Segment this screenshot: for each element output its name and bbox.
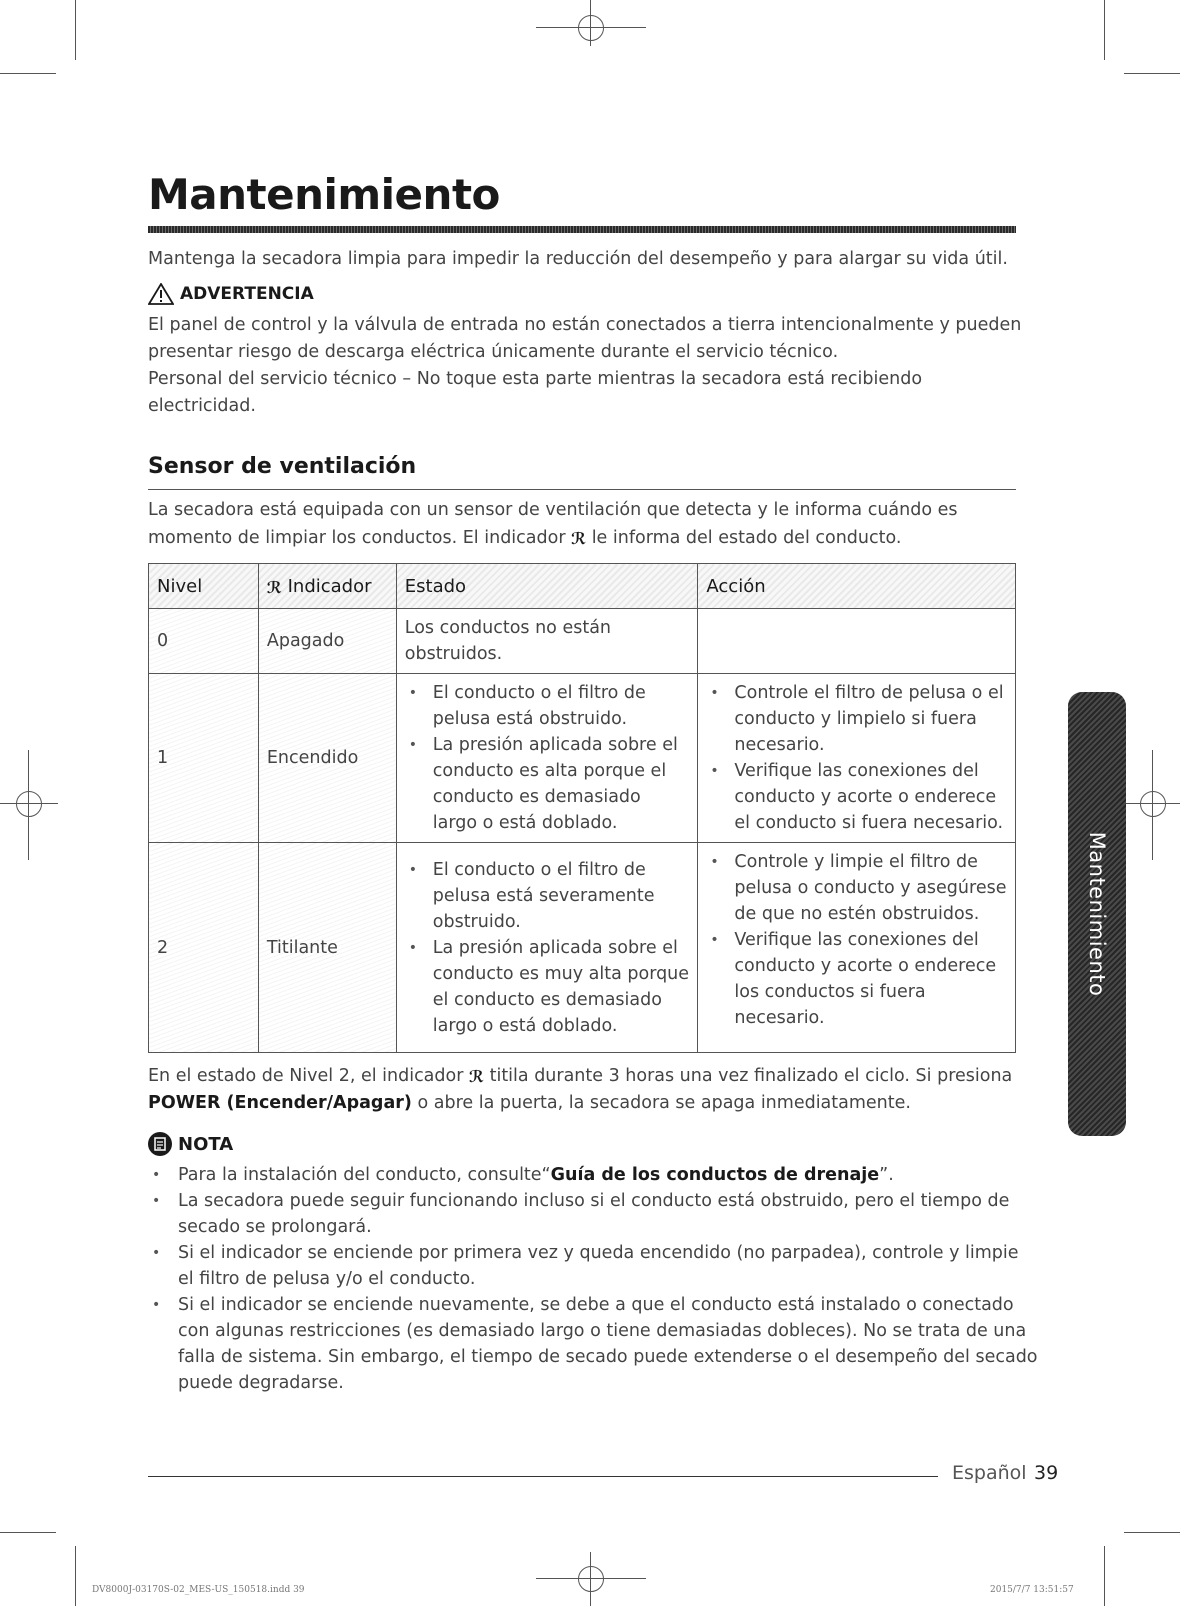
status-cell: [396, 674, 698, 843]
intro-text: Mantenga la secadora limpia para impedir la reducción del desempeño y para alargar su vida útil.: [148, 249, 1008, 269]
status-cell: Los conductos no están obstruidos.: [396, 609, 698, 674]
print-slug-date: 2015/7/7 13:51:57: [990, 1585, 1074, 1595]
vent-status-table: [148, 563, 1016, 1053]
list-item: • Verifique las conexiones del conducto y acorte o enderece el conducto si fuera necesario.: [734, 758, 1009, 836]
page-number: 39: [1034, 1462, 1059, 1484]
column-header-accion: Acción: [698, 564, 1016, 609]
section-intro-text-b: le informa del estado del conducto.: [591, 528, 902, 548]
list-item: • El conducto o el filtro de pelusa está severamente obstruido.: [433, 857, 690, 935]
warning-heading-label: ADVERTENCIA: [180, 284, 314, 304]
crop-mark: [1104, 0, 1105, 60]
table-header-row: [149, 564, 1016, 609]
warning-triangle-icon: [148, 283, 174, 305]
note-list: [148, 1162, 1038, 1396]
print-slug-file: DV8000J-03170S-02_MES-US_150518.indd 39: [92, 1585, 305, 1595]
status-cell: [396, 843, 698, 1053]
column-header-nivel: Nivel: [149, 564, 259, 609]
warning-text: El panel de control y la válvula de entrada no están conectados a tierra intencionalmente y pueden presentar riesgo de descarga eléctrica únicamente durante el servicio técnico.: [148, 315, 1022, 362]
section-rule: [148, 489, 1016, 490]
indicator-cell: Apagado: [258, 609, 396, 674]
action-cell: [698, 609, 1016, 674]
list-item: • Si el indicador se enciende nuevamente, se debe a que el conducto está instalado o conectado con algunas restricciones (es demasiado largo o tiene demasiadas dobleces). No se trata de una falla de sistema. Sin embargo, el tiempo de secado puede extenderse o el desempeño del secado puede degradarse.: [178, 1292, 1038, 1396]
level-cell: 2: [149, 843, 259, 1053]
action-cell: [698, 843, 1016, 1053]
crop-mark: [1124, 73, 1180, 74]
indicator-cell: Titilante: [258, 843, 396, 1053]
drain-guide-reference: Guía de los conductos de drenaje: [550, 1165, 880, 1185]
level2-note-text-c: o abre la puerta, la secadora se apaga inmediatamente.: [417, 1093, 911, 1113]
vent-sensor-icon: ℛ: [469, 1067, 485, 1086]
chapter-side-tab: [1068, 692, 1126, 1136]
crop-mark: [1104, 1546, 1105, 1606]
list-item: • Controle el filtro de pelusa o el conducto y limpielo si fuera necesario.: [734, 680, 1009, 758]
note-item-text: ”.: [879, 1165, 894, 1185]
table-row: [149, 843, 1016, 1053]
column-header-indicador: [258, 564, 396, 609]
column-header-estado: Estado: [396, 564, 698, 609]
list-item: • La presión aplicada sobre el conducto es muy alta porque el conducto es demasiado largo o está doblado.: [433, 935, 690, 1039]
vent-sensor-icon: ℛ: [266, 577, 282, 597]
table-row: [149, 674, 1016, 843]
crop-mark: [75, 1546, 76, 1606]
vent-sensor-icon: ℛ: [571, 529, 587, 548]
list-item: • La presión aplicada sobre el conducto es alta porque el conducto es demasiado largo o está doblado.: [433, 732, 690, 836]
section-heading: Sensor de ventilación: [148, 454, 417, 479]
note-icon: [148, 1132, 172, 1156]
note-heading: [148, 1132, 233, 1156]
page-title: Mantenimiento: [148, 170, 500, 219]
level2-note-text-b: titila durante 3 horas una vez finalizado el ciclo. Si presiona: [489, 1066, 1013, 1086]
level2-note: [148, 1062, 1018, 1117]
crop-mark: [1124, 1532, 1180, 1533]
note-heading-label: NOTA: [178, 1133, 234, 1155]
level2-note-text-a: En el estado de Nivel 2, el indicador: [148, 1066, 464, 1086]
crop-mark: [0, 1532, 56, 1533]
list-item: • Si el indicador se enciende por primera vez y queda encendido (no parpadea), controle y limpie el filtro de pelusa y/o el conducto.: [178, 1240, 1038, 1292]
list-item: • La secadora puede seguir funcionando incluso si el conducto está obstruido, pero el tiempo de secado se prolongará.: [178, 1188, 1038, 1240]
crop-mark: [75, 0, 76, 60]
section-intro: [148, 497, 1008, 552]
list-item: • Controle y limpie el filtro de pelusa o conducto y asegúrese de que no estén obstruidos.: [734, 849, 1009, 927]
list-item: [178, 1162, 1038, 1188]
indicator-cell: Encendido: [258, 674, 396, 843]
warning-text-technician: Personal del servicio técnico – No toque esta parte mientras la secadora está recibiendo electricidad.: [148, 369, 923, 416]
footer-rule: [148, 1476, 938, 1477]
footer-language: Español: [952, 1462, 1027, 1484]
table-row: [149, 609, 1016, 674]
column-header-indicador-label: Indicador: [287, 575, 372, 597]
list-item: • Verifique las conexiones del conducto y acorte o enderece los conductos si fuera necesario.: [734, 927, 1009, 1031]
warning-heading: [148, 283, 314, 305]
title-rule: [148, 226, 1016, 233]
list-item: • El conducto o el filtro de pelusa está obstruido.: [433, 680, 690, 732]
crop-mark: [0, 73, 56, 74]
level-cell: 0: [149, 609, 259, 674]
chapter-side-tab-label: Mantenimiento: [1085, 831, 1109, 997]
level-cell: 1: [149, 674, 259, 843]
section-intro-text-a: La secadora está equipada con un sensor de ventilación que detecta y le informa cuándo es momento de limpiar los conductos. El indicador: [148, 500, 958, 548]
note-item-text: Para la instalación del conducto, consulte“: [178, 1165, 551, 1185]
action-cell: [698, 674, 1016, 843]
power-button-label: POWER (Encender/Apagar): [148, 1093, 412, 1113]
